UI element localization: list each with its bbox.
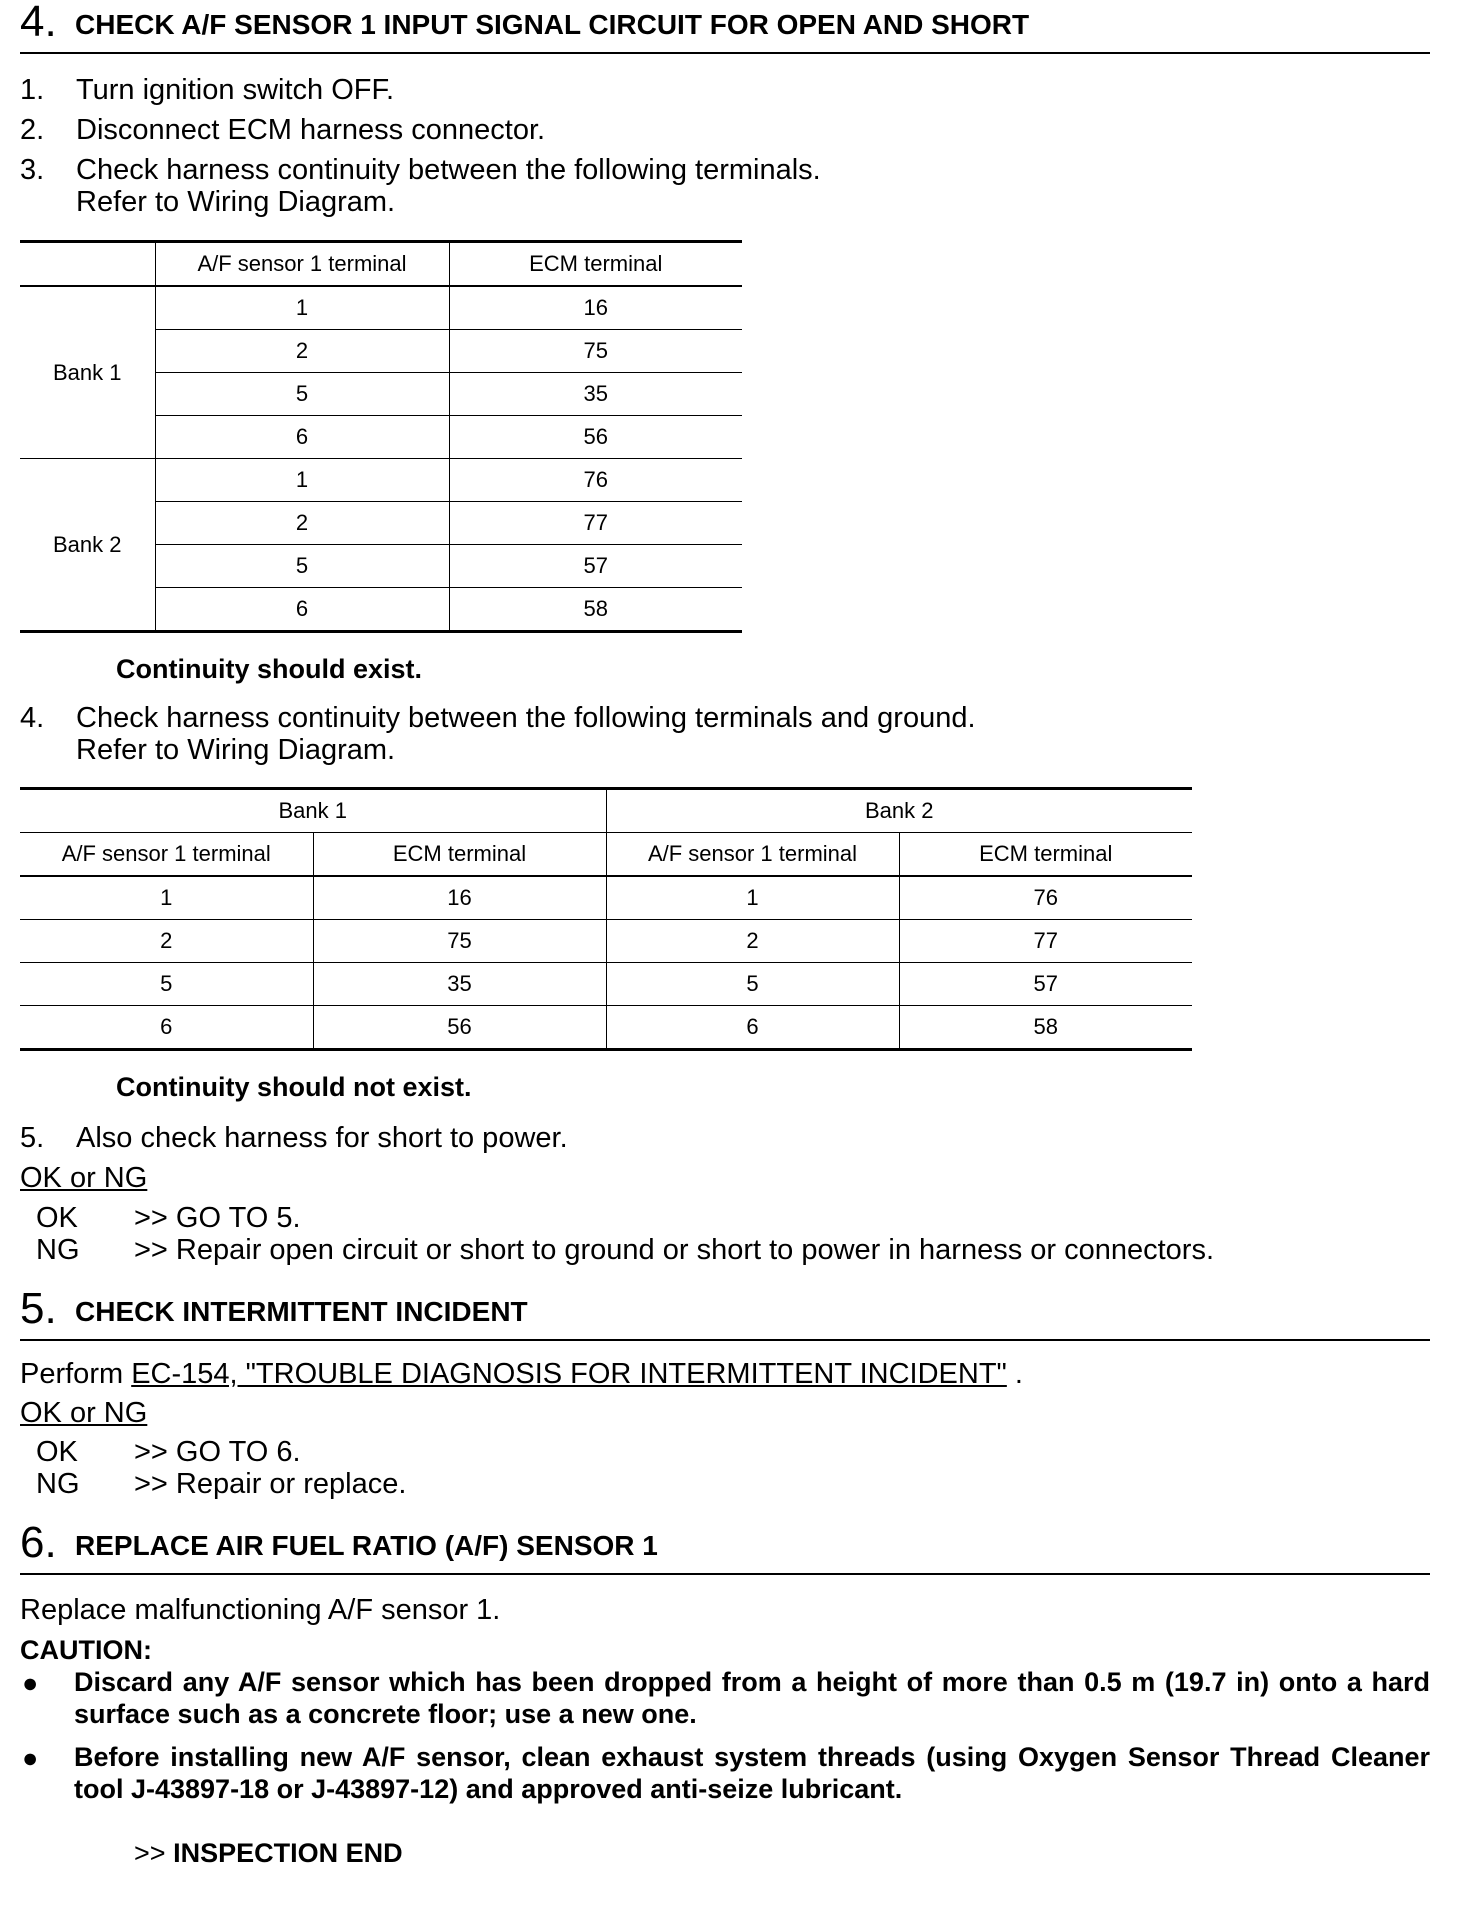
table-cell: 6 [155, 588, 449, 632]
step-2-number: 2. [20, 114, 45, 146]
caution-bullet-1: Discard any A/F sensor which has been dropped from a height of more than 0.5 m (19.7 in) onto a hard surface such as a concrete floor; use a new one. [74, 1667, 1430, 1729]
table-cell: 56 [313, 1006, 606, 1050]
result-ng-text: >> Repair or replace. [134, 1468, 407, 1500]
table-cell: 1 [606, 876, 899, 920]
result-ok-text: >> GO TO 6. [134, 1436, 301, 1468]
note-continuity-exist: Continuity should exist. [116, 654, 423, 684]
table-cell: 57 [449, 545, 742, 588]
table-cell: 5 [20, 963, 313, 1006]
table-row [20, 876, 1192, 920]
step-3 [20, 154, 821, 186]
perform-prefix: Perform [20, 1358, 132, 1390]
table-cell: 1 [20, 876, 313, 920]
table-cell: 76 [449, 459, 742, 502]
bullet-icon: ● [22, 1668, 39, 1698]
table-cell: 5 [155, 373, 449, 416]
step-1-text: Turn ignition switch OFF. [76, 74, 395, 106]
table-header-cell: A/F sensor 1 terminal [155, 242, 449, 287]
continuity-table-2 [20, 787, 1192, 1051]
step-3-number: 3. [20, 154, 45, 186]
table-cell: 35 [313, 963, 606, 1006]
inspection-end [134, 1838, 403, 1868]
step-2-text: Disconnect ECM harness connector. [76, 114, 546, 146]
table-cell: 2 [20, 920, 313, 963]
table-cell: 16 [313, 876, 606, 920]
table-row [20, 1006, 1192, 1050]
table-bank-row [20, 789, 1192, 833]
table-header-cell: ECM terminal [449, 242, 742, 287]
section-4-number: 4. [20, 0, 57, 46]
step-4 [20, 702, 976, 734]
step-2 [20, 114, 545, 146]
result-ng-text: >> Repair open circuit or short to ground or short to power in harness or connectors. [134, 1234, 1215, 1266]
table-cell: 76 [899, 876, 1192, 920]
bank-label: Bank 2 [53, 531, 122, 557]
result-ok-text: >> GO TO 5. [134, 1202, 301, 1234]
table-cell: 5 [155, 545, 449, 588]
table-bank-header: Bank 1 [20, 789, 606, 833]
table-cell: 6 [155, 416, 449, 459]
table-cell: 6 [160, 1014, 173, 1039]
section-6-header [20, 1518, 1430, 1575]
table-cell: 75 [449, 330, 742, 373]
table-cell: 1 [155, 459, 449, 502]
step-1-number: 1. [20, 74, 45, 106]
ok-or-ng-label: OK or NG [20, 1162, 148, 1194]
table-row [20, 286, 742, 330]
table-cell: 2 [606, 920, 899, 963]
table-cell: 16 [449, 286, 742, 330]
continuity-table-1 [20, 240, 742, 633]
perform-suffix: . [1006, 1358, 1023, 1390]
section-5-title: CHECK INTERMITTENT INCIDENT [75, 1296, 528, 1327]
bullet-icon: ● [22, 1743, 39, 1773]
table-cell: 58 [899, 1006, 1192, 1050]
table-header-cell [20, 242, 155, 287]
section-4-header [20, 2, 1430, 54]
step-4-reference: Refer to Wiring Diagram. [76, 734, 396, 766]
section-6-number: 6. [20, 1518, 57, 1567]
table-cell: 57 [899, 963, 1192, 1006]
table-row [20, 459, 742, 502]
table-header-row [20, 242, 742, 287]
note-continuity-not-exist: Continuity should not exist. [116, 1072, 472, 1102]
caution-bullet-2: Before installing new A/F sensor, clean exhaust system threads (using Oxygen Sensor Thread Cleaner tool J-43897-18 or J-43897-12) and approved anti-seize lubricant. [74, 1742, 1430, 1804]
end-label: INSPECTION END [173, 1838, 403, 1868]
table-cell: 77 [449, 502, 742, 545]
table-cell: 1 [155, 286, 449, 330]
table-cell: 35 [449, 373, 742, 416]
table-header-cell: ECM terminal [313, 833, 606, 877]
table-header-cell: A/F sensor 1 terminal [606, 833, 899, 877]
section-6-title: REPLACE AIR FUEL RATIO (A/F) SENSOR 1 [75, 1530, 658, 1561]
table-cell: 2 [155, 502, 449, 545]
end-arrow: >> [134, 1838, 166, 1868]
replace-instruction: Replace malfunctioning A/F sensor 1. [20, 1594, 501, 1626]
step-5-text: Also check harness for short to power. [76, 1122, 568, 1154]
step-4-number: 4. [20, 702, 45, 734]
table-cell: 56 [449, 416, 742, 459]
table-cell: 58 [449, 588, 742, 632]
table-header-cell: A/F sensor 1 terminal [20, 833, 313, 877]
table-cell: 2 [155, 330, 449, 373]
table-row [20, 920, 1192, 963]
step-3-text: Check harness continuity between the following terminals. [76, 154, 821, 186]
perform-line [20, 1358, 1023, 1390]
section-4-title: CHECK A/F SENSOR 1 INPUT SIGNAL CIRCUIT FOR OPEN AND SHORT [75, 9, 1030, 40]
table-row [20, 963, 1192, 1006]
bank-label: Bank 1 [20, 286, 155, 459]
section-5-number: 5. [20, 1284, 57, 1333]
table-cell: 75 [313, 920, 606, 963]
section-5-header [20, 1284, 1430, 1341]
table-bank-header: Bank 2 [606, 789, 1192, 833]
step-5 [20, 1122, 568, 1154]
result-ok-key: OK [36, 1436, 78, 1468]
trouble-diagnosis-link[interactable]: EC-154, "TROUBLE DIAGNOSIS FOR INTERMITTENT INCIDENT" [131, 1358, 1007, 1390]
caution-label: CAUTION: [20, 1635, 152, 1665]
step-5-number: 5. [20, 1122, 45, 1154]
table-cell: 77 [899, 920, 1192, 963]
result-ng-key: NG [36, 1468, 80, 1500]
step-4-text: Check harness continuity between the following terminals and ground. [76, 702, 976, 734]
table-cell: 6 [606, 1006, 899, 1050]
table-cell: 5 [606, 963, 899, 1006]
table-header-cell: ECM terminal [899, 833, 1192, 877]
result-ng-key: NG [36, 1234, 80, 1266]
result-ok-key: OK [36, 1202, 78, 1234]
step-3-reference: Refer to Wiring Diagram. [76, 186, 396, 218]
ok-or-ng-label: OK or NG [20, 1397, 148, 1429]
step-1 [20, 74, 394, 106]
table-header-row [20, 833, 1192, 877]
